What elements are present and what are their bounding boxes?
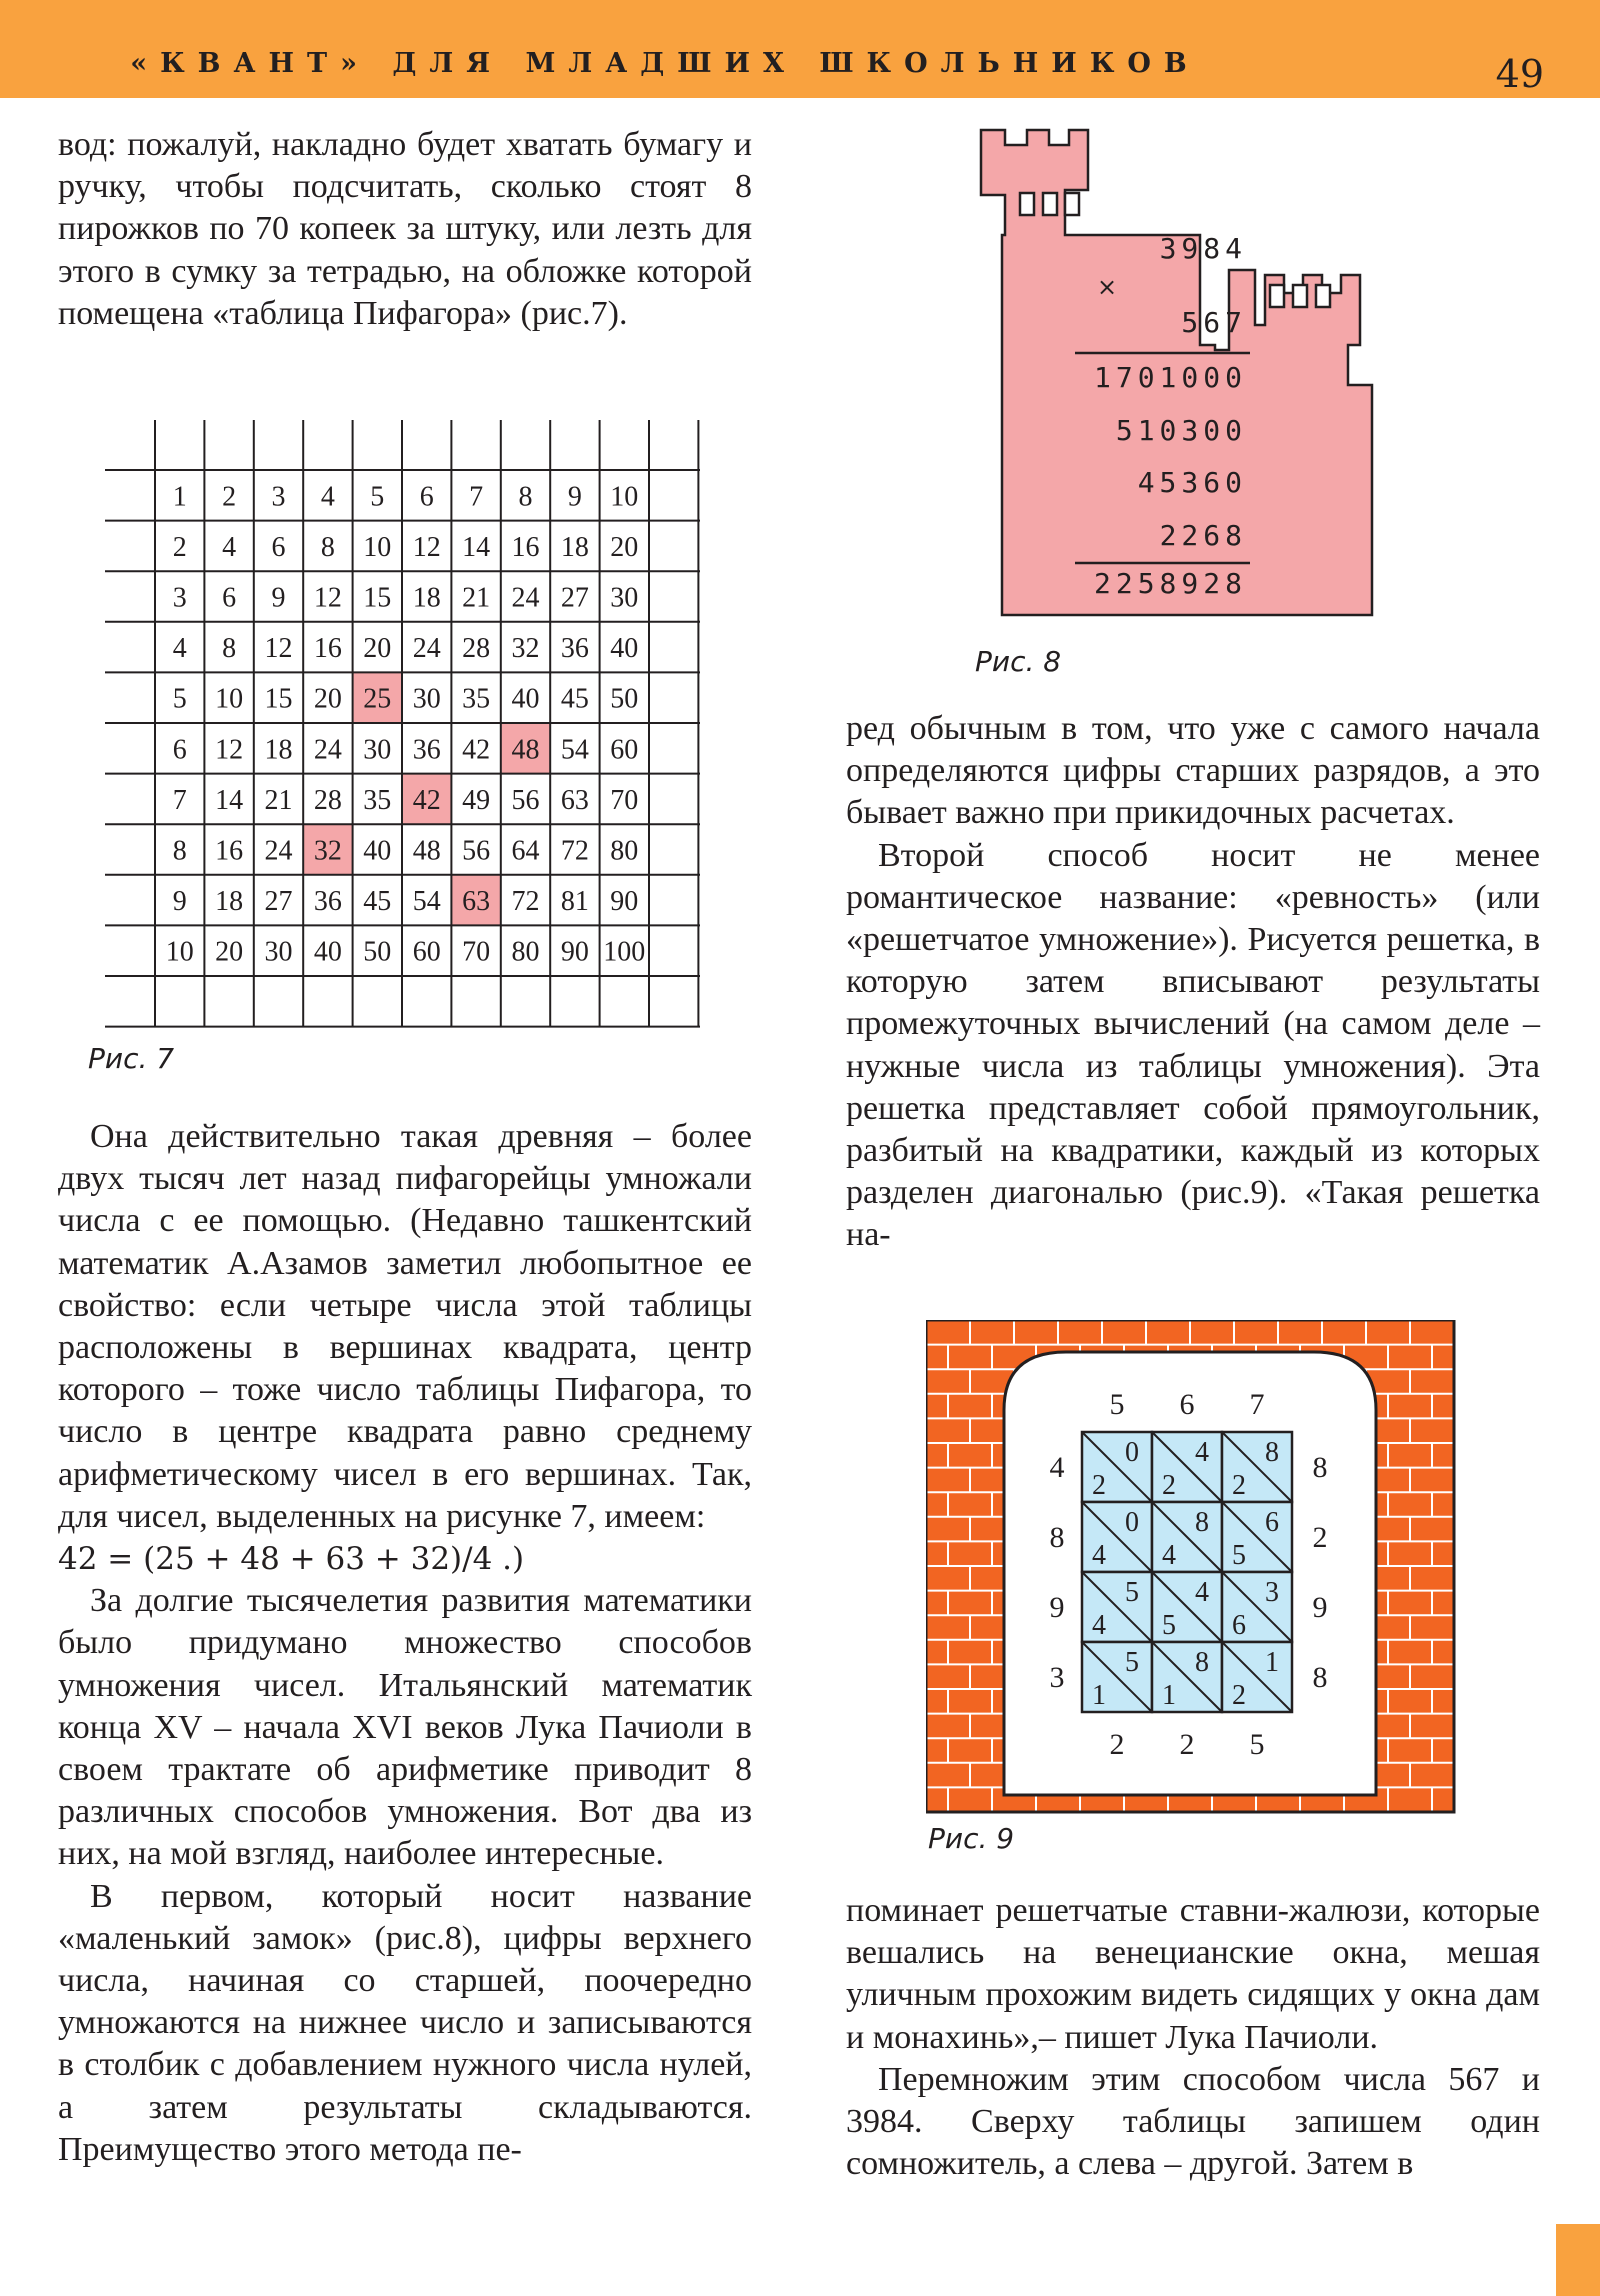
multiplicand: 3984 [1159,232,1247,265]
tens-digit: 8 [1195,1507,1209,1538]
tens-digit: 6 [1265,1507,1279,1538]
table-cell-value: 81 [560,886,589,918]
table-cell-value: 5 [172,683,187,715]
tens-digit: 0 [1125,1437,1139,1468]
table-cell-value: 4 [222,531,237,563]
units-digit: 1 [1162,1680,1176,1711]
units-digit: 4 [1092,1540,1106,1571]
table-cell-value: 20 [313,683,342,715]
table-cell-value: 30 [610,582,639,614]
table-cell-value: 56 [462,835,491,867]
table-cell-value: 10 [363,531,392,563]
table-cell-value: 64 [511,835,540,867]
table-cell-value: 16 [511,531,540,563]
paragraph: вод: пожалуй, накладно будет хватать бумагу и ручку, чтобы подсчитать, сколько стоят 8 пирожков по 70 копеек за штуку, или лезть для этого в сумку за тетрадью, на обложке которой помещена «таблица Пифагора» (рис.7). [58,126,752,332]
table-cell-value: 50 [610,683,639,715]
figure-7-pythagoras-table [100,415,710,1035]
table-cell-value: 3 [172,582,187,614]
table-cell-value: 14 [215,784,244,816]
tens-digit: 8 [1195,1647,1209,1678]
units-digit: 5 [1162,1610,1176,1641]
table-cell-value: 12 [264,633,293,665]
table-cell-value: 18 [215,886,244,918]
partial-product: 2268 [1159,519,1247,552]
partial-product: 510300 [1115,414,1247,447]
result-digit: 8 [1312,1451,1328,1484]
result-digit: 5 [1249,1728,1265,1761]
table-cell-value: 6 [172,734,187,766]
table-cell-value: 36 [313,886,342,918]
units-digit: 4 [1162,1540,1176,1571]
figure-9-caption: Рис. 9 [928,1822,1015,1855]
table-cell-value: 30 [363,734,392,766]
table-cell-value: 8 [320,531,335,563]
left-factor-digit: 9 [1049,1591,1065,1624]
table-cell-value: 27 [560,582,589,614]
table-cell-value: 54 [412,886,441,918]
top-factor-digit: 6 [1179,1388,1195,1421]
table-cell-value: 2 [222,481,237,513]
table-cell-value: 8 [222,633,237,665]
left-factor-digit: 8 [1049,1521,1065,1554]
figure-8-little-castle [975,125,1395,630]
table-cell-value: 35 [363,784,392,816]
table-cell-value: 14 [462,531,491,563]
table-cell-value: 9 [271,582,286,614]
table-cell-value: 2 [172,531,187,563]
table-cell-value: 45 [560,683,589,715]
table-cell-value: 30 [412,683,441,715]
table-cell-value: 7 [469,481,484,513]
table-cell-value: 16 [215,835,244,867]
figure-8-caption: Рис. 8 [975,645,1062,678]
left-text-bottom [58,1116,752,2171]
table-cell-value: 28 [462,633,491,665]
paragraph: Второй способ носит не менее романтическое название: «ревность» (или «решетчатое умножение»). Рисуется решетка, в которую затем вписывают результаты промежуточных вычислений (на самом деле – нужные числа из таблицы умножения). Эта решетка представляет собой прямоугольник, разбитый на квадратики, каждый из которых разделен диагональю (рис.9). «Такая решетка на- [846,836,1540,1254]
left-factor-digit: 4 [1049,1451,1065,1484]
table-cell-value: 9 [567,481,582,513]
units-digit: 5 [1232,1540,1246,1571]
final-product: 2258928 [1093,567,1247,600]
table-cell-value: 35 [462,683,491,715]
table-cell-value: 24 [412,633,441,665]
table-cell-value: 8 [172,835,187,867]
units-digit: 2 [1232,1470,1246,1501]
table-cell-value: 36 [560,633,589,665]
table-cell-value: 12 [412,531,441,563]
paragraph: Она действительно такая древняя – более двух тысяч лет назад пифагорейцы умножали числа с ее помощью. (Недавно ташкентский математик А.Азамов заметил любопытное ее свойство: если четыре числа этой таблицы расположены в вершинах квадрата, центр которого – тоже число таблицы Пифагора, то число в центре квадрата равно среднему арифметическому чисел в его вершинах. Так, для чисел, выделенных на рисунке 7, имеем: [58,1118,752,1535]
figure-9-lattice [926,1320,1456,1815]
tens-digit: 0 [1125,1507,1139,1538]
table-cell-value: 12 [215,734,244,766]
paragraph: В первом, который носит название «маленький замок» (рис.8), цифры верхнего числа, начиная со старшей, поочередно умножаются на нижнее число и записываются в столбик с добавлением нужного числа нулей, а затем результаты складываются. Преимущество этого метода пе- [58,1877,752,2168]
table-cell-value: 32 [313,835,342,867]
figure-7-caption: Рис. 7 [88,1042,175,1075]
multiply-sign: × [1097,273,1118,301]
table-cell-value: 10 [215,683,244,715]
table-cell-value: 1 [172,481,187,513]
table-cell-value: 18 [560,531,589,563]
table-cell-value: 6 [271,531,286,563]
table-cell-value: 45 [363,886,392,918]
units-digit: 6 [1232,1610,1246,1641]
table-cell-value: 48 [511,734,540,766]
page-corner-tab [1556,2224,1600,2296]
table-cell-value: 18 [412,582,441,614]
table-cell-value: 60 [412,936,441,968]
table-cell-value: 10 [165,936,194,968]
table-cell-value: 20 [363,633,392,665]
multiplier: 567 [1181,306,1247,339]
table-cell-value: 20 [215,936,244,968]
table-cell-value: 27 [264,886,293,918]
table-cell-value: 15 [363,582,392,614]
paragraph: поминает решетчатые ставни-жалюзи, которые вешались на венецианские окна, мешая уличным прохожим видеть сидящих у окна дам и монахинь»,– пишет Лука Пачиоли. [846,1892,1540,2056]
table-cell-value: 80 [511,936,540,968]
formula: 42 = (25 + 48 + 63 + 32)/4 .) [58,1541,525,1578]
table-cell-value: 25 [363,683,392,715]
left-factor-digit: 3 [1049,1661,1065,1694]
table-cell-value: 5 [370,481,385,513]
table-cell-value: 24 [511,582,540,614]
table-cell-value: 54 [560,734,589,766]
top-factor-digit: 5 [1109,1388,1125,1421]
result-digit: 2 [1179,1728,1195,1761]
table-cell-value: 7 [172,784,187,816]
units-digit: 2 [1092,1470,1106,1501]
table-cell-value: 12 [313,582,342,614]
table-cell-value: 60 [610,734,639,766]
table-cell-value: 49 [462,784,491,816]
result-digit: 2 [1109,1728,1125,1761]
table-cell-value: 50 [363,936,392,968]
table-cell-value: 90 [560,936,589,968]
tens-digit: 5 [1125,1577,1139,1608]
table-cell-value: 9 [172,886,187,918]
table-cell-value: 24 [264,835,293,867]
table-cell-value: 40 [511,683,540,715]
result-digit: 2 [1312,1521,1328,1554]
tens-digit: 1 [1265,1647,1279,1678]
table-cell-value: 90 [610,886,639,918]
table-cell-value: 21 [264,784,293,816]
units-digit: 1 [1092,1680,1106,1711]
journal-title: «КВАНТ» ДЛЯ МЛАДШИХ ШКОЛЬНИКОВ [130,48,1200,79]
tens-digit: 4 [1195,1437,1209,1468]
units-digit: 2 [1232,1680,1246,1711]
table-cell-value: 10 [610,481,639,513]
table-cell-value: 56 [511,784,540,816]
units-digit: 2 [1162,1470,1176,1501]
tens-digit: 3 [1265,1577,1279,1608]
table-cell-value: 80 [610,835,639,867]
table-cell-value: 72 [511,886,540,918]
table-cell-value: 18 [264,734,293,766]
paragraph: Перемножим этим способом числа 567 и 3984. Сверху таблицы запишем один сомножитель, а слева – другой. Затем в [846,2060,1540,2183]
paragraph: ред обычным в том, что уже с самого начала определяются цифры старших разрядов, а это бывает важно при прикидочных расчетах. [846,710,1540,832]
top-factor-digit: 7 [1249,1388,1265,1421]
table-cell-value: 15 [264,683,293,715]
table-cell-value: 6 [419,481,434,513]
table-cell-value: 30 [264,936,293,968]
table-cell-value: 6 [222,582,237,614]
table-cell-value: 100 [603,936,646,968]
page-header [0,0,1600,98]
table-cell-value: 4 [320,481,335,513]
table-cell-value: 4 [172,633,187,665]
tens-digit: 4 [1195,1577,1209,1608]
table-cell-value: 28 [313,784,342,816]
table-cell-value: 20 [610,531,639,563]
partial-product: 45360 [1137,466,1247,499]
table-cell-value: 40 [610,633,639,665]
table-cell-value: 8 [518,481,533,513]
table-cell-value: 40 [313,936,342,968]
table-cell-value: 63 [462,886,491,918]
table-cell-value: 21 [462,582,491,614]
table-cell-value: 48 [412,835,441,867]
paragraph: За долгие тысячелетия развития математики было придумано множество способов умножения чисел. Итальянский математик конца XV – начала XVI веков Лука Пачиоли в своем трактате об арифметике приводит 8 различных способов умножения. Вот два из них, на мой взгляд, наиболее интересные. [58,1582,752,1873]
table-cell-value: 63 [560,784,589,816]
tens-digit: 8 [1265,1437,1279,1468]
result-digit: 9 [1312,1591,1328,1624]
table-cell-value: 42 [412,784,441,816]
table-cell-value: 70 [610,784,639,816]
table-cell-value: 24 [313,734,342,766]
table-cell-value: 42 [462,734,491,766]
tens-digit: 5 [1125,1647,1139,1678]
left-text-top [58,124,752,335]
table-cell-value: 36 [412,734,441,766]
units-digit: 4 [1092,1610,1106,1641]
right-text-top [846,708,1540,1257]
table-cell-value: 70 [462,936,491,968]
table-cell-value: 40 [363,835,392,867]
table-cell-value: 16 [313,633,342,665]
result-digit: 8 [1312,1661,1328,1694]
table-cell-value: 32 [511,633,540,665]
table-cell-value: 72 [560,835,589,867]
page-number: 49 [1495,52,1544,96]
right-text-bottom [846,1890,1540,2185]
table-cell-value: 3 [271,481,286,513]
partial-product: 1701000 [1093,361,1247,394]
